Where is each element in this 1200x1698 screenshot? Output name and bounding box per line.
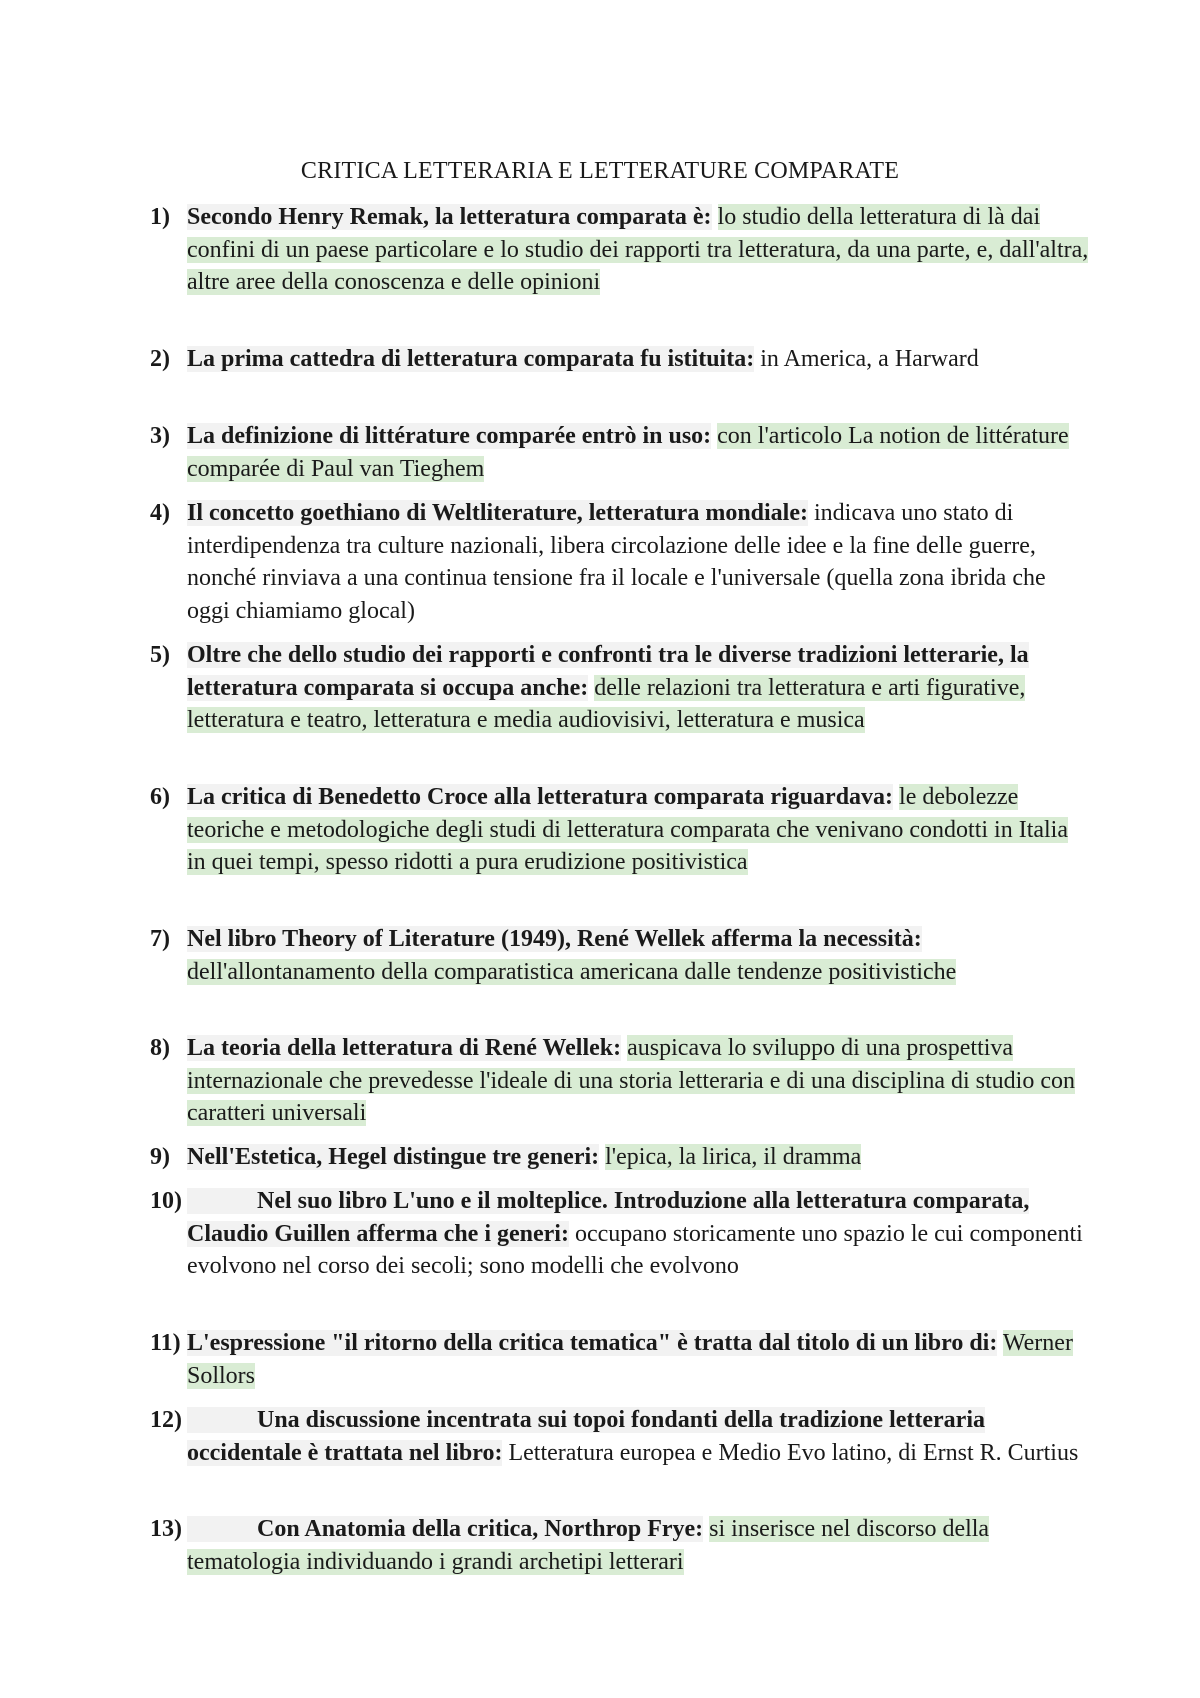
answer-text: lo studio della letteratura di là dai confini di un paese particolare e lo studio dei rapporti tra letteratura, da una parte, e, dall'altra, altre aree della conoscenza e delle opinioni xyxy=(187,204,1089,295)
question-text: Il concetto goethiano di Weltliterature, letteratura mondiale: xyxy=(187,500,808,526)
question-number: 7) xyxy=(150,926,170,952)
question-number: 12) xyxy=(150,1407,182,1433)
answer-text: delle relazioni tra letteratura e arti figurative, letteratura e teatro, letteratura e media audiovisivi, letteratura e musica xyxy=(187,674,1026,733)
question-body xyxy=(187,923,1092,988)
question-text: L'espressione "il ritorno della critica tematica" è tratta dal titolo di un libro di: xyxy=(187,1330,998,1356)
question-body xyxy=(187,1404,1092,1469)
answer-text: dell'allontanamento della comparatistica americana dalle tendenze positivistiche xyxy=(187,958,957,985)
question-number: 3) xyxy=(150,423,170,449)
answer-text: con l'articolo La notion de littérature comparée di Paul van Tieghem xyxy=(187,423,1069,482)
question-text: Secondo Henry Remak, la letteratura comparata è: xyxy=(187,204,712,230)
answer-text: in America, a Harward xyxy=(760,346,979,372)
question-number: 6) xyxy=(150,784,170,810)
question-text-content: Una discussione incentrata sui topoi fondanti della tradizione letteraria occidentale è trattata nel libro: xyxy=(187,1407,985,1466)
question-number: 4) xyxy=(150,500,170,526)
question-text: La critica di Benedetto Croce alla letteratura comparata riguardava: xyxy=(187,784,894,810)
answer-text: Letteratura europea e Medio Evo latino, di Ernst R. Curtius xyxy=(508,1439,1079,1466)
question-body xyxy=(187,1513,1092,1578)
question-number: 13) xyxy=(150,1516,182,1542)
answer-text: l'epica, la lirica, il dramma xyxy=(605,1144,862,1170)
question-body xyxy=(187,639,1092,737)
question-text: Nell'Estetica, Hegel distingue tre generi: xyxy=(187,1144,600,1170)
question-number: 1) xyxy=(150,204,170,230)
answer-text: Werner Sollors xyxy=(187,1330,1073,1389)
question-text-content: Nel suo libro L'uno e il molteplice. Introduzione alla letteratura comparata, Claudio Guillen afferma che i generi: xyxy=(187,1188,1030,1247)
question-text: La teoria della letteratura di René Wellek: xyxy=(187,1035,622,1061)
question-body xyxy=(187,343,1092,376)
question-body xyxy=(187,1141,1092,1174)
page-title: CRITICA LETTERARIA E LETTERATURE COMPARATE xyxy=(300,158,900,184)
answer-text: le debolezze teoriche e metodologiche degli studi di letteratura comparata che venivano condotti in Italia in quei tempi, spesso ridotti a pura erudizione positivistica xyxy=(187,784,1069,875)
question-body xyxy=(187,1185,1092,1283)
question-text: Nel libro Theory of Literature (1949), René Wellek afferma la necessità: xyxy=(187,926,922,952)
question-number: 11) xyxy=(150,1330,181,1356)
question-text: Oltre che dello studio dei rapporti e confronti tra le diverse tradizioni letterarie, la letteratura comparata si occupa anche: xyxy=(187,642,1029,701)
question-text xyxy=(187,1516,703,1542)
answer-text: occupano storicamente uno spazio le cui componenti evolvono nel corso dei secoli; sono modelli che evolvono xyxy=(187,1220,1083,1279)
question-number: 8) xyxy=(150,1035,170,1061)
question-text: La prima cattedra di letteratura comparata fu istituita: xyxy=(187,346,755,372)
question-body xyxy=(187,1032,1092,1130)
question-number: 2) xyxy=(150,346,170,372)
answer-text: si inserisce nel discorso della tematologia individuando i grandi archetipi letterari xyxy=(187,1516,990,1575)
question-body xyxy=(187,201,1092,299)
question-text-content: Con Anatomia della critica, Northrop Frye: xyxy=(257,1516,704,1542)
question-body xyxy=(187,420,1092,485)
question-number: 10) xyxy=(150,1188,182,1214)
question-body xyxy=(187,1327,1092,1392)
answer-text: auspicava lo sviluppo di una prospettiva internazionale che prevedesse l'ideale di una storia letteraria e di una disciplina di studio con caratteri universali xyxy=(187,1035,1075,1126)
question-number: 9) xyxy=(150,1144,170,1170)
question-text: La definizione di littérature comparée entrò in uso: xyxy=(187,423,712,449)
question-body xyxy=(187,497,1092,627)
question-body xyxy=(187,781,1092,879)
answer-text: indicava uno stato di interdipendenza tra culture nazionali, libera circolazione delle idee e la fine delle guerre, nonché rinviava a una continua tensione fra il locale e l'universale (quella zona ibrida che oggi chiamiamo glocal) xyxy=(187,500,1046,624)
question-number: 5) xyxy=(150,642,170,668)
